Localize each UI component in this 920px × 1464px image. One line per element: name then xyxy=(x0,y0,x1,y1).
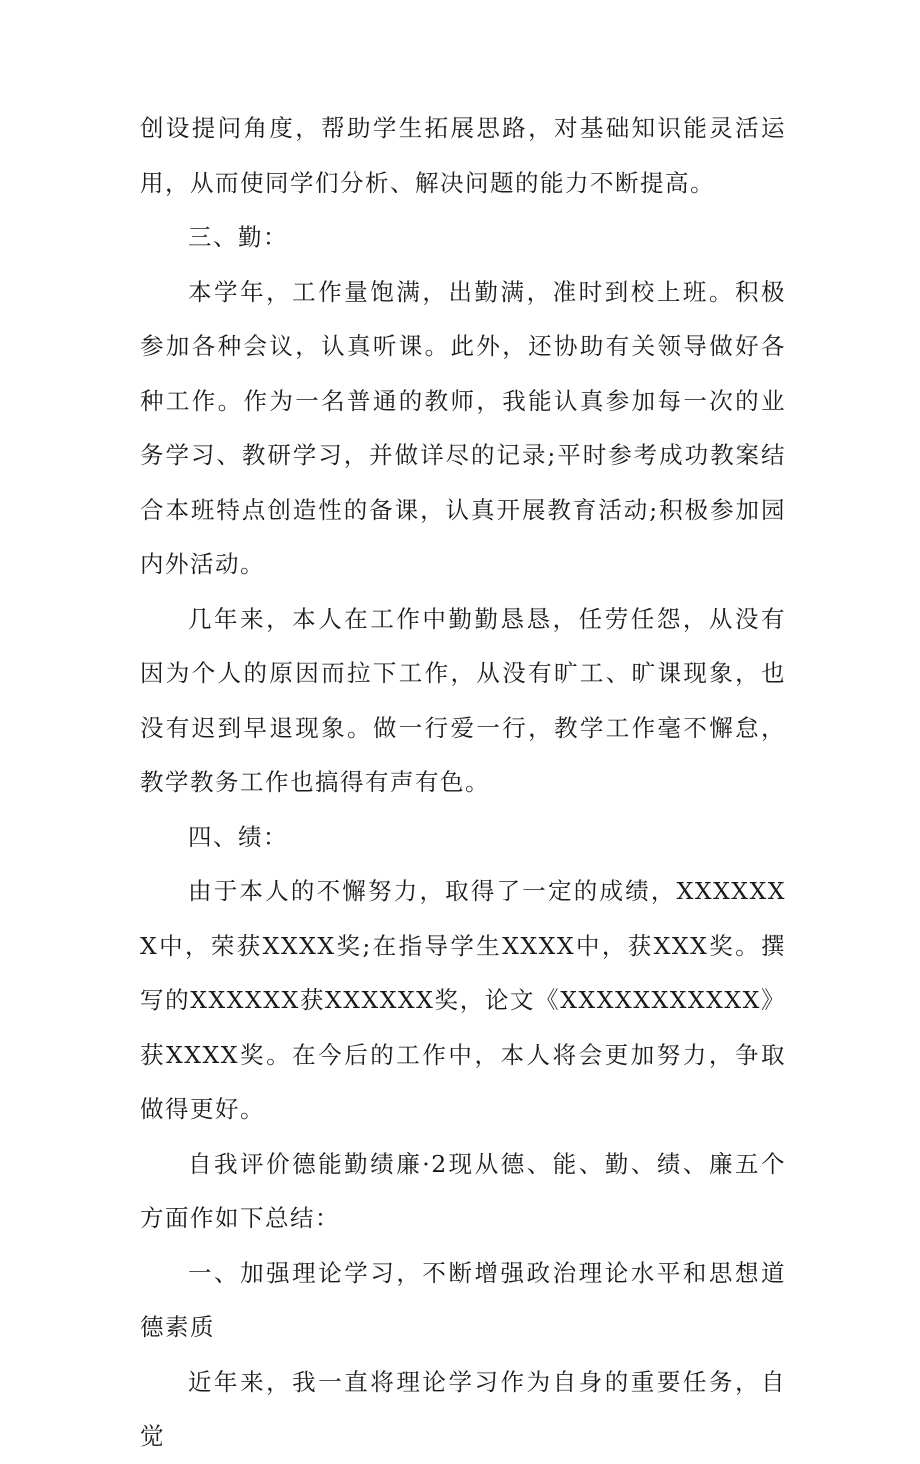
section-heading-qin: 三、勤： xyxy=(188,223,288,251)
document-body xyxy=(140,101,786,1464)
paragraph: 创设提问角度，帮助学生拓展思路，对基础知识能灵活运用，从而使同学们分析、解决问题的能力不断提高。 xyxy=(140,114,786,197)
section-heading-theory: 一、加强理论学习，不断增强政治理论水平和思想道德素质 xyxy=(140,1258,786,1341)
paragraph: 近年来，我一直将理论学习作为自身的重要任务，自觉 xyxy=(140,1367,786,1450)
paragraph: 自我评价德能勤绩廉·2现从德、能、勤、绩、廉五个方面作如下总结： xyxy=(140,1149,786,1232)
paragraph: 本学年，工作量饱满，出勤满，准时到校上班。积极参加各种会议，认真听课。此外，还协助有关领导做好各种工作。作为一名普通的教师，我能认真参加每一次的业务学习、教研学习，并做详尽的记录;平时参考成功教案结合本班特点创造性的备课，认真开展教育活动;积极参加园内外活动。 xyxy=(140,277,786,578)
paragraph: 由于本人的不懈努力，取得了一定的成绩，XXXXXXX中，荣获XXXX奖;在指导学生XXXX中，获XXX奖。撰写的XXXXXX获XXXXXX奖，论文《XXXXXXXXXXX》获XXXX奖。在今后的工作中，本人将会更加努力，争取做得更好。 xyxy=(140,877,786,1123)
section-heading-ji: 四、绩： xyxy=(188,822,288,851)
paragraph: 几年来，本人在工作中勤勤恳恳，任劳任怨，从没有因为个人的原因而拉下工作，从没有旷工、旷课现象，也没有迟到早退现象。做一行爱一行，教学工作毫不懈怠，教学教务工作也搞得有声有色。 xyxy=(140,604,786,796)
